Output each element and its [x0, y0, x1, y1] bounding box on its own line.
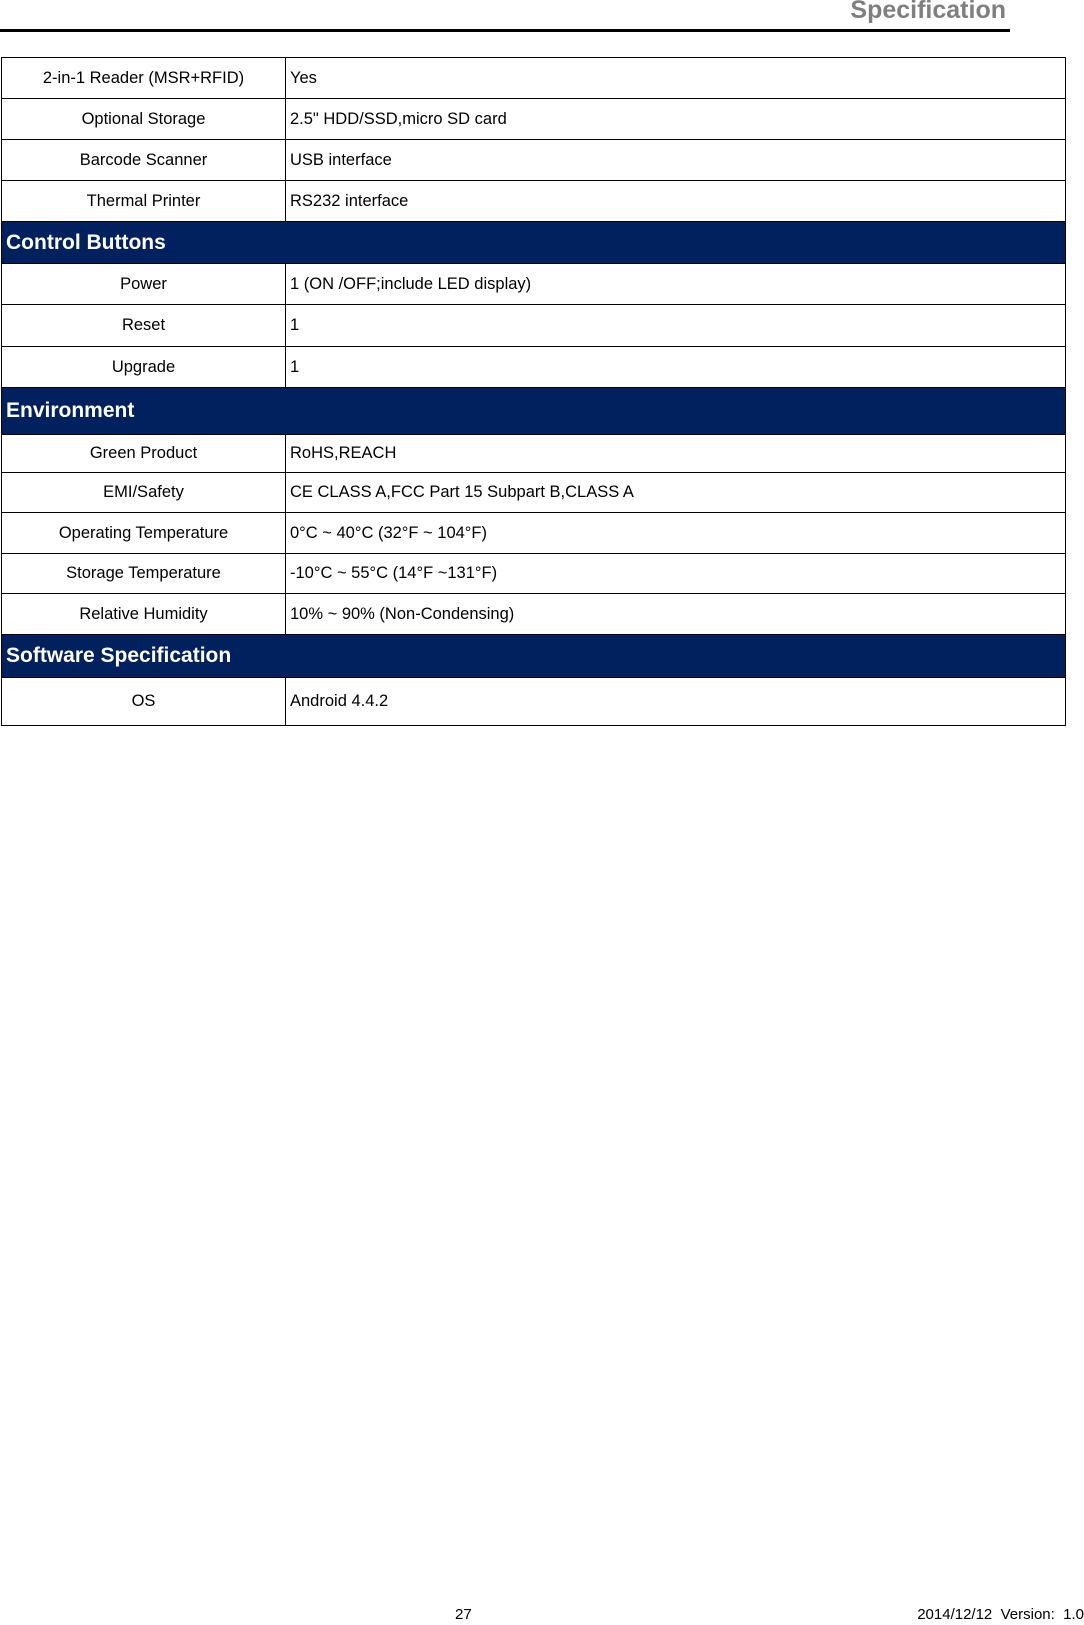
spec-value: 2.5" HDD/SSD,micro SD card	[286, 99, 1066, 140]
spec-value: Yes	[286, 58, 1066, 99]
spec-key: EMI/Safety	[2, 473, 286, 513]
page-number: 27	[455, 1606, 472, 1623]
spec-value: -10°C ~ 55°C (14°F ~131°F)	[286, 554, 1066, 594]
spec-key: Barcode Scanner	[2, 140, 286, 181]
section-header-row	[2, 388, 1066, 435]
spec-key: Operating Temperature	[2, 513, 286, 554]
spec-value: Android 4.4.2	[286, 678, 1066, 726]
spec-key: Optional Storage	[2, 99, 286, 140]
spec-value: RS232 interface	[286, 181, 1066, 222]
table-row	[2, 347, 1066, 388]
spec-value: 1	[286, 347, 1066, 388]
table-row	[2, 99, 1066, 140]
table-row	[2, 305, 1066, 347]
table-row	[2, 554, 1066, 594]
header-rule	[0, 29, 1010, 32]
table-row	[2, 513, 1066, 554]
spec-value: USB interface	[286, 140, 1066, 181]
table-row	[2, 58, 1066, 99]
spec-value: 0°C ~ 40°C (32°F ~ 104°F)	[286, 513, 1066, 554]
section-title: Control Buttons	[2, 222, 1066, 264]
table-row	[2, 140, 1066, 181]
footer-date-version: 2014/12/12 Version: 1.0	[917, 1606, 1084, 1623]
table-row	[2, 678, 1066, 726]
spec-key: Power	[2, 264, 286, 305]
spec-value: RoHS,REACH	[286, 435, 1066, 473]
spec-value: CE CLASS A,FCC Part 15 Subpart B,CLASS A	[286, 473, 1066, 513]
table-row	[2, 594, 1066, 635]
spec-key: Thermal Printer	[2, 181, 286, 222]
table-row	[2, 181, 1066, 222]
table-row	[2, 264, 1066, 305]
spec-value: 1	[286, 305, 1066, 347]
section-title: Environment	[2, 388, 1066, 435]
section-header-row	[2, 635, 1066, 678]
spec-value: 1 (ON /OFF;include LED display)	[286, 264, 1066, 305]
spec-key: OS	[2, 678, 286, 726]
page-header-title: Specification	[850, 0, 1006, 24]
spec-value: 10% ~ 90% (Non-Condensing)	[286, 594, 1066, 635]
table-row	[2, 473, 1066, 513]
table-row	[2, 435, 1066, 473]
spec-key: Relative Humidity	[2, 594, 286, 635]
spec-key: Green Product	[2, 435, 286, 473]
section-header-row	[2, 222, 1066, 264]
spec-key: Reset	[2, 305, 286, 347]
specification-table	[1, 57, 1066, 726]
section-title: Software Specification	[2, 635, 1066, 678]
spec-key: Upgrade	[2, 347, 286, 388]
spec-key: Storage Temperature	[2, 554, 286, 594]
spec-key: 2-in-1 Reader (MSR+RFID)	[2, 58, 286, 99]
